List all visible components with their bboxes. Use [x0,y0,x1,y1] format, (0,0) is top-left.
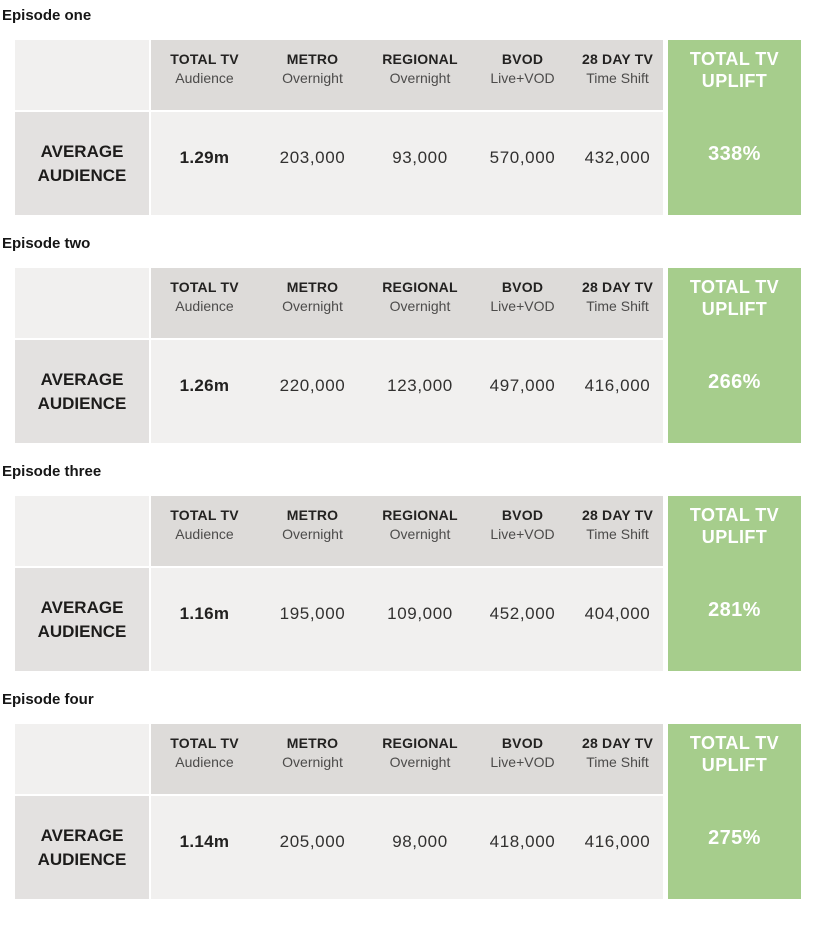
uplift-header: TOTAL TV UPLIFT [689,505,780,547]
corner-cell [15,724,149,794]
col-header-total-tv [151,724,258,794]
col-header-total-tv [151,268,258,338]
corner-cell [15,268,149,338]
header-title: 28 DAY TV [581,51,654,67]
col-header-metro [258,496,367,566]
corner-cell [15,40,149,110]
uplift-column [668,724,801,899]
episode-section-2 [0,236,801,443]
col-header-regional [367,268,473,338]
col-header-bvod [473,724,572,794]
header-title: REGIONAL [382,507,458,523]
header-title: METRO [286,735,339,751]
header-subtitle: Audience [175,754,234,770]
episode-section-3 [0,464,801,671]
header-subtitle: Live+VOD [490,70,555,86]
episode-section-4 [0,692,801,899]
average-audience-label: AVERAGE AUDIENCE [15,796,149,899]
header-title: BVOD [501,507,544,523]
value-metro: 220,000 [279,375,346,395]
table-value-row [151,340,663,443]
table-value-row [151,796,663,899]
header-title: REGIONAL [382,279,458,295]
audience-table [15,724,801,899]
header-subtitle: Overnight [389,526,451,542]
average-audience-label: AVERAGE AUDIENCE [15,340,149,443]
label-column [15,268,149,443]
header-title: TOTAL TV [170,507,239,523]
header-subtitle: Audience [175,298,234,314]
uplift-value: 338% [708,143,761,165]
uplift-column [668,40,801,215]
header-title: TOTAL TV [170,51,239,67]
label-column [15,724,149,899]
episode-section-1 [0,8,801,215]
header-title: TOTAL TV [170,279,239,295]
header-subtitle: Overnight [389,70,451,86]
header-subtitle: Time Shift [586,298,649,314]
header-subtitle: Live+VOD [490,298,555,314]
col-header-bvod [473,268,572,338]
value-28-day-tv: 404,000 [584,603,651,623]
uplift-header: TOTAL TV UPLIFT [689,277,780,319]
col-header-total-tv [151,40,258,110]
header-title: BVOD [501,279,544,295]
col-header-bvod [473,496,572,566]
header-subtitle: Audience [175,70,234,86]
uplift-value: 281% [708,599,761,621]
header-title: REGIONAL [382,51,458,67]
value-regional: 123,000 [387,375,453,395]
label-column [15,40,149,215]
value-metro: 203,000 [279,147,346,167]
average-audience-label: AVERAGE AUDIENCE [15,568,149,671]
header-title: METRO [286,507,339,523]
value-total-tv: 1.14m [179,831,230,851]
value-bvod: 497,000 [489,375,556,395]
header-title: 28 DAY TV [581,507,654,523]
col-header-regional [367,40,473,110]
table-header-row [151,268,663,338]
header-title: METRO [286,51,339,67]
header-subtitle: Overnight [282,70,343,86]
col-header-28-day-tv [572,40,663,110]
value-28-day-tv: 416,000 [584,831,651,851]
data-columns [151,496,663,671]
header-subtitle: Overnight [282,298,343,314]
value-bvod: 418,000 [489,831,556,851]
value-metro: 195,000 [279,603,346,623]
label-column [15,496,149,671]
header-subtitle: Live+VOD [490,754,555,770]
value-regional: 98,000 [392,831,448,851]
value-28-day-tv: 432,000 [584,147,651,167]
table-header-row [151,496,663,566]
uplift-header: TOTAL TV UPLIFT [689,733,780,775]
episode-title: Episode two [2,235,91,252]
header-subtitle: Time Shift [586,754,649,770]
uplift-value: 275% [708,827,761,849]
header-subtitle: Overnight [389,298,451,314]
episode-title: Episode one [2,7,92,24]
header-subtitle: Audience [175,526,234,542]
col-header-28-day-tv [572,724,663,794]
value-total-tv: 1.29m [179,147,230,167]
uplift-value-area [668,340,801,443]
header-subtitle: Overnight [282,754,343,770]
header-title: REGIONAL [382,735,458,751]
col-header-regional [367,724,473,794]
uplift-column [668,268,801,443]
uplift-column [668,496,801,671]
uplift-value-area [668,568,801,671]
col-header-28-day-tv [572,496,663,566]
episode-title: Episode four [2,691,94,708]
data-columns [151,724,663,899]
average-audience-label: AVERAGE AUDIENCE [15,112,149,215]
col-header-metro [258,268,367,338]
uplift-header: TOTAL TV UPLIFT [689,49,780,91]
uplift-value: 266% [708,371,761,393]
header-title: BVOD [501,735,544,751]
data-columns [151,268,663,443]
table-header-row [151,40,663,110]
header-subtitle: Live+VOD [490,526,555,542]
header-title: 28 DAY TV [581,735,654,751]
episode-title: Episode three [2,463,102,480]
value-bvod: 452,000 [489,603,556,623]
header-title: BVOD [501,51,544,67]
corner-cell [15,496,149,566]
value-metro: 205,000 [279,831,346,851]
table-value-row [151,568,663,671]
table-value-row [151,112,663,215]
col-header-metro [258,724,367,794]
value-total-tv: 1.16m [179,603,230,623]
audience-table [15,268,801,443]
col-header-metro [258,40,367,110]
uplift-value-area [668,796,801,899]
value-regional: 109,000 [387,603,453,623]
audience-table [15,40,801,215]
header-subtitle: Time Shift [586,526,649,542]
col-header-total-tv [151,496,258,566]
col-header-bvod [473,40,572,110]
uplift-value-area [668,112,801,215]
header-title: 28 DAY TV [581,279,654,295]
header-subtitle: Overnight [389,754,451,770]
header-title: TOTAL TV [170,735,239,751]
value-bvod: 570,000 [489,147,556,167]
value-regional: 93,000 [392,147,448,167]
header-subtitle: Overnight [282,526,343,542]
col-header-28-day-tv [572,268,663,338]
col-header-regional [367,496,473,566]
value-total-tv: 1.26m [179,375,230,395]
data-columns [151,40,663,215]
audience-table [15,496,801,671]
table-header-row [151,724,663,794]
header-subtitle: Time Shift [586,70,649,86]
header-title: METRO [286,279,339,295]
value-28-day-tv: 416,000 [584,375,651,395]
